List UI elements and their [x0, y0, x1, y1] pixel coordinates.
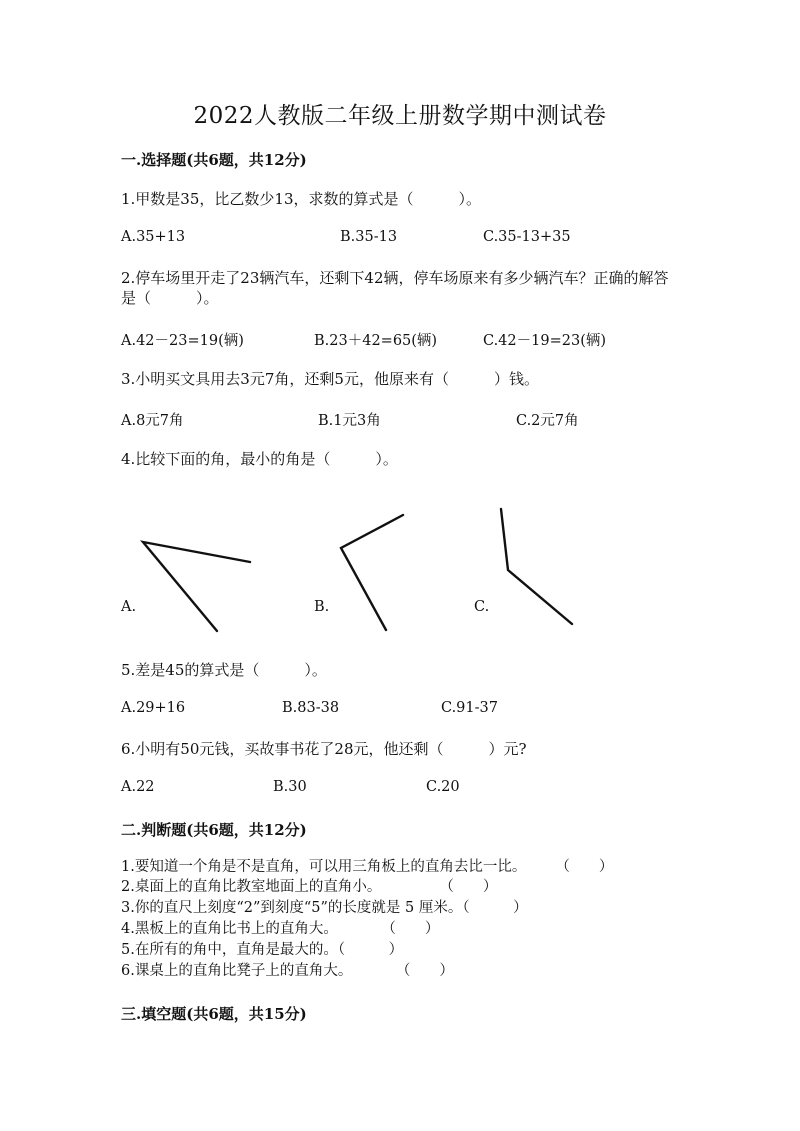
page-title: 2022人教版二年级上册数学期中测试卷	[193, 103, 607, 129]
section-heading-fillblank: 三.填空题(共6题，共15分)	[121, 1005, 307, 1023]
option-4c: C.	[474, 599, 490, 615]
truefalse-1: 1.要知道一个角是不是直角，可以用三角板上的直角去比一比。 （ ）	[121, 859, 614, 875]
option-3a: A.8元7角	[121, 413, 184, 429]
option-4a: A.	[121, 599, 137, 615]
option-2a: A.42－23=19(辆)	[121, 333, 244, 349]
option-4b: B.	[314, 599, 330, 615]
question-4: 4.比较下面的角，最小的角是（ ）。	[121, 450, 398, 468]
angle-a-figure	[143, 542, 250, 631]
question-6: 6.小明有50元钱，买故事书花了28元，他还剩（ ）元?	[121, 740, 527, 758]
option-5c: C.91-37	[441, 700, 498, 716]
truefalse-6: 6.课桌上的直角比凳子上的直角大。 （ ）	[121, 963, 454, 979]
truefalse-3: 3.你的直尺上刻度“2”到刻度“5”的长度就是 5 厘米。（ ）	[121, 900, 528, 916]
option-5a: A.29+16	[121, 700, 186, 716]
truefalse-5: 5.在所有的角中，直角是最大的。（ ）	[121, 942, 404, 958]
section-heading-truefalse: 二.判断题(共6题，共12分)	[121, 821, 307, 839]
angle-c-figure	[501, 509, 572, 624]
option-3b: B.1元3角	[318, 413, 381, 429]
option-1a: A.35+13	[121, 229, 186, 245]
question-5: 5.差是45的算式是（ ）。	[121, 661, 327, 679]
option-3c: C.2元7角	[516, 413, 579, 429]
section-heading-choice: 一.选择题(共6题，共12分)	[121, 151, 307, 169]
truefalse-4: 4.黑板上的直角比书上的直角大。 （ ）	[121, 921, 440, 937]
option-6b: B.30	[273, 779, 307, 795]
question-1: 1.甲数是35，比乙数少13，求数的算式是（ ）。	[121, 190, 481, 208]
option-1c: C.35-13+35	[483, 229, 571, 245]
option-6a: A.22	[121, 779, 155, 795]
option-6c: C.20	[426, 779, 460, 795]
question-2: 2.停车场里开走了23辆汽车，还剩下42辆，停车场原来有多少辆汽车？正确的解答是（ ）。	[121, 269, 669, 307]
option-2c: C.42－19=23(辆)	[483, 333, 607, 349]
truefalse-2: 2.桌面上的直角比教室地面上的直角小。 （ ）	[121, 879, 498, 895]
option-2b: B.23＋42=65(辆)	[314, 333, 438, 349]
angle-b-figure	[341, 515, 403, 630]
option-5b: B.83-38	[282, 700, 340, 716]
question-3: 3.小明买文具用去3元7角，还剩5元，他原来有（ ）钱。	[121, 370, 539, 388]
option-1b: B.35-13	[340, 229, 398, 245]
